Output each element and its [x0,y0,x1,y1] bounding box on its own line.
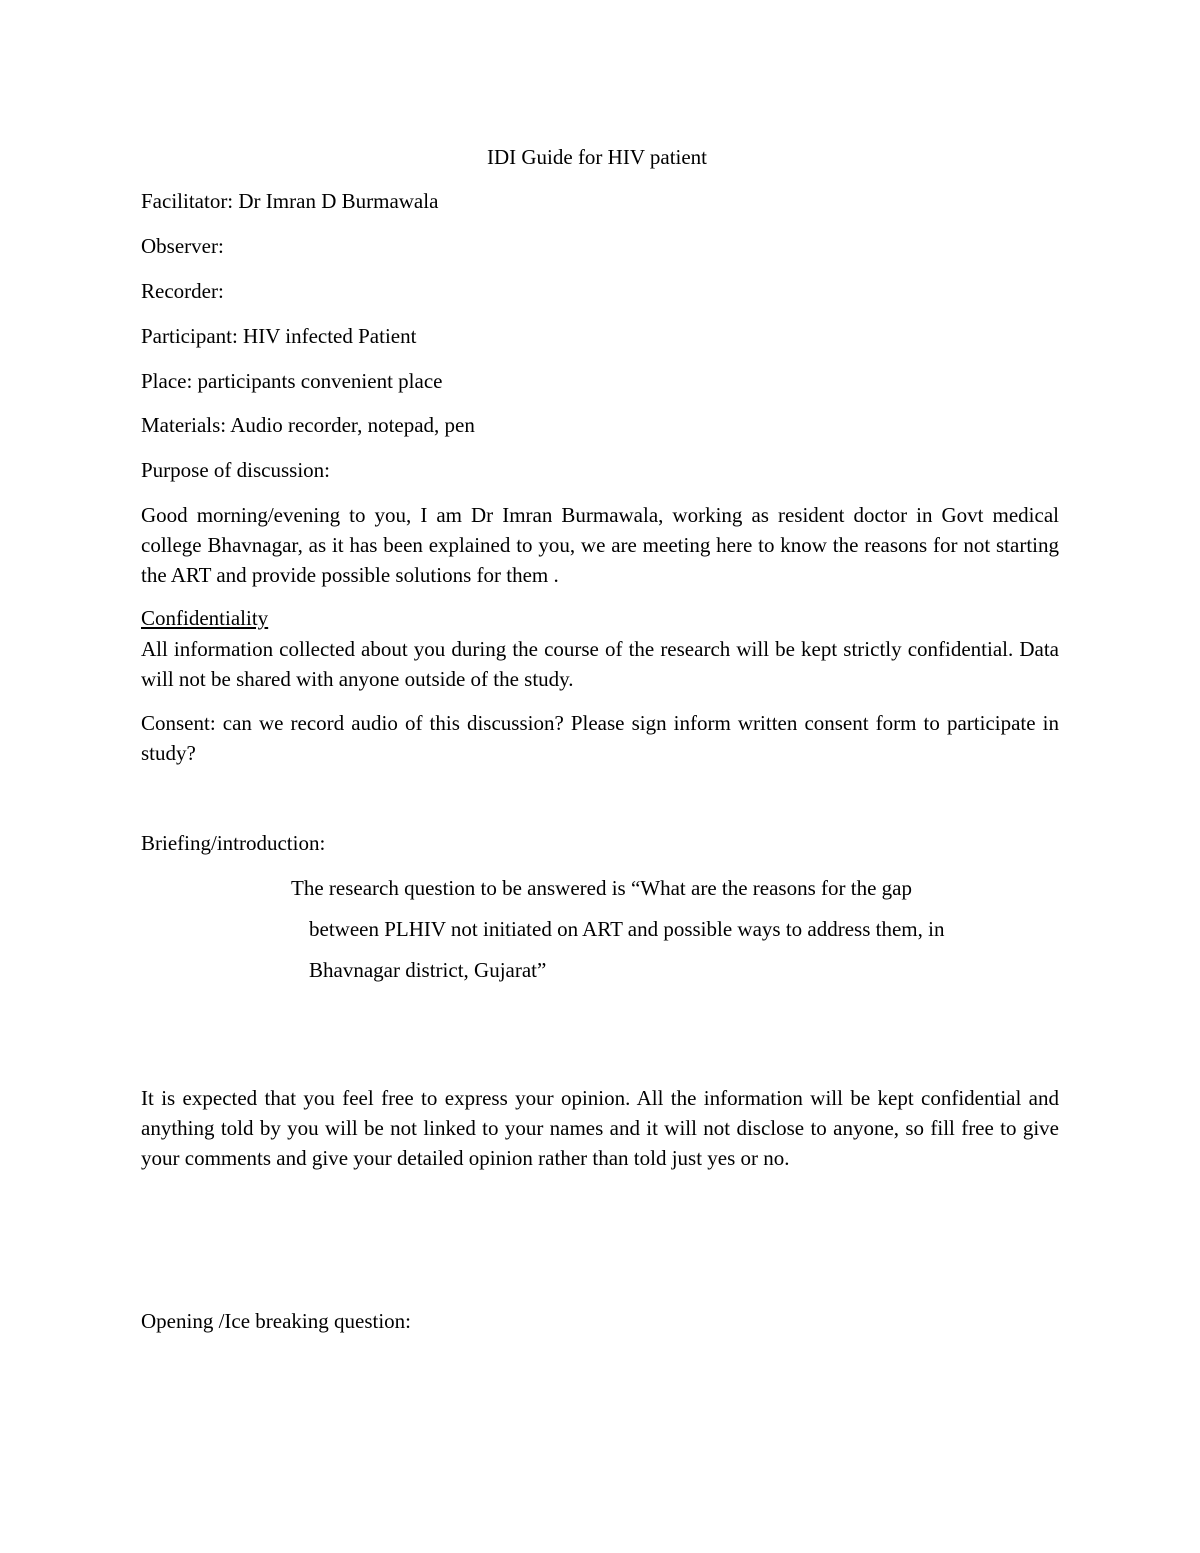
recorder-line: Recorder: [141,279,224,303]
participant-line: Participant: HIV infected Patient [141,324,417,348]
purpose-heading: Purpose of discussion: [141,458,330,482]
materials-line: Materials: Audio recorder, notepad, pen [141,413,475,437]
confidentiality-paragraph: All information collected about you during the course of the research will be kept strictly confidential. Data will not be shared with anyone outside of the study. [141,637,1059,691]
facilitator-line: Facilitator: Dr Imran D Burmawala [141,189,439,213]
purpose-paragraph: Good morning/evening to you, I am Dr Imran Burmawala, working as resident doctor in Govt medical college Bhavnagar, as it has been explained to you, we are meeting here to know the reasons for not starting the ART and provide possible solutions for them . [141,503,1059,587]
observer-line: Observer: [141,234,224,258]
research-question-line-1: The research question to be answered is “What are the reasons for the gap [291,876,912,900]
opening-heading: Opening /Ice breaking question: [141,1309,412,1333]
confidentiality-heading: Confidentiality [141,606,269,630]
research-question-line-3: Bhavnagar district, Gujarat” [309,958,547,982]
place-line: Place: participants convenient place [141,369,443,393]
expectation-paragraph: It is expected that you feel free to express your opinion. All the information will be kept confidential and anything told by you will be not linked to your names and it will not disclose to anyone, so fill free to give your comments and give your detailed opinion rather than told just yes or no. [141,1086,1059,1170]
research-question-line-2: between PLHIV not initiated on ART and possible ways to address them, in [309,917,945,941]
consent-paragraph: Consent: can we record audio of this discussion? Please sign inform written consent form to participate in study? [141,711,1059,765]
document-title: IDI Guide for HIV patient [486,145,708,169]
briefing-heading: Briefing/introduction: [141,831,326,855]
